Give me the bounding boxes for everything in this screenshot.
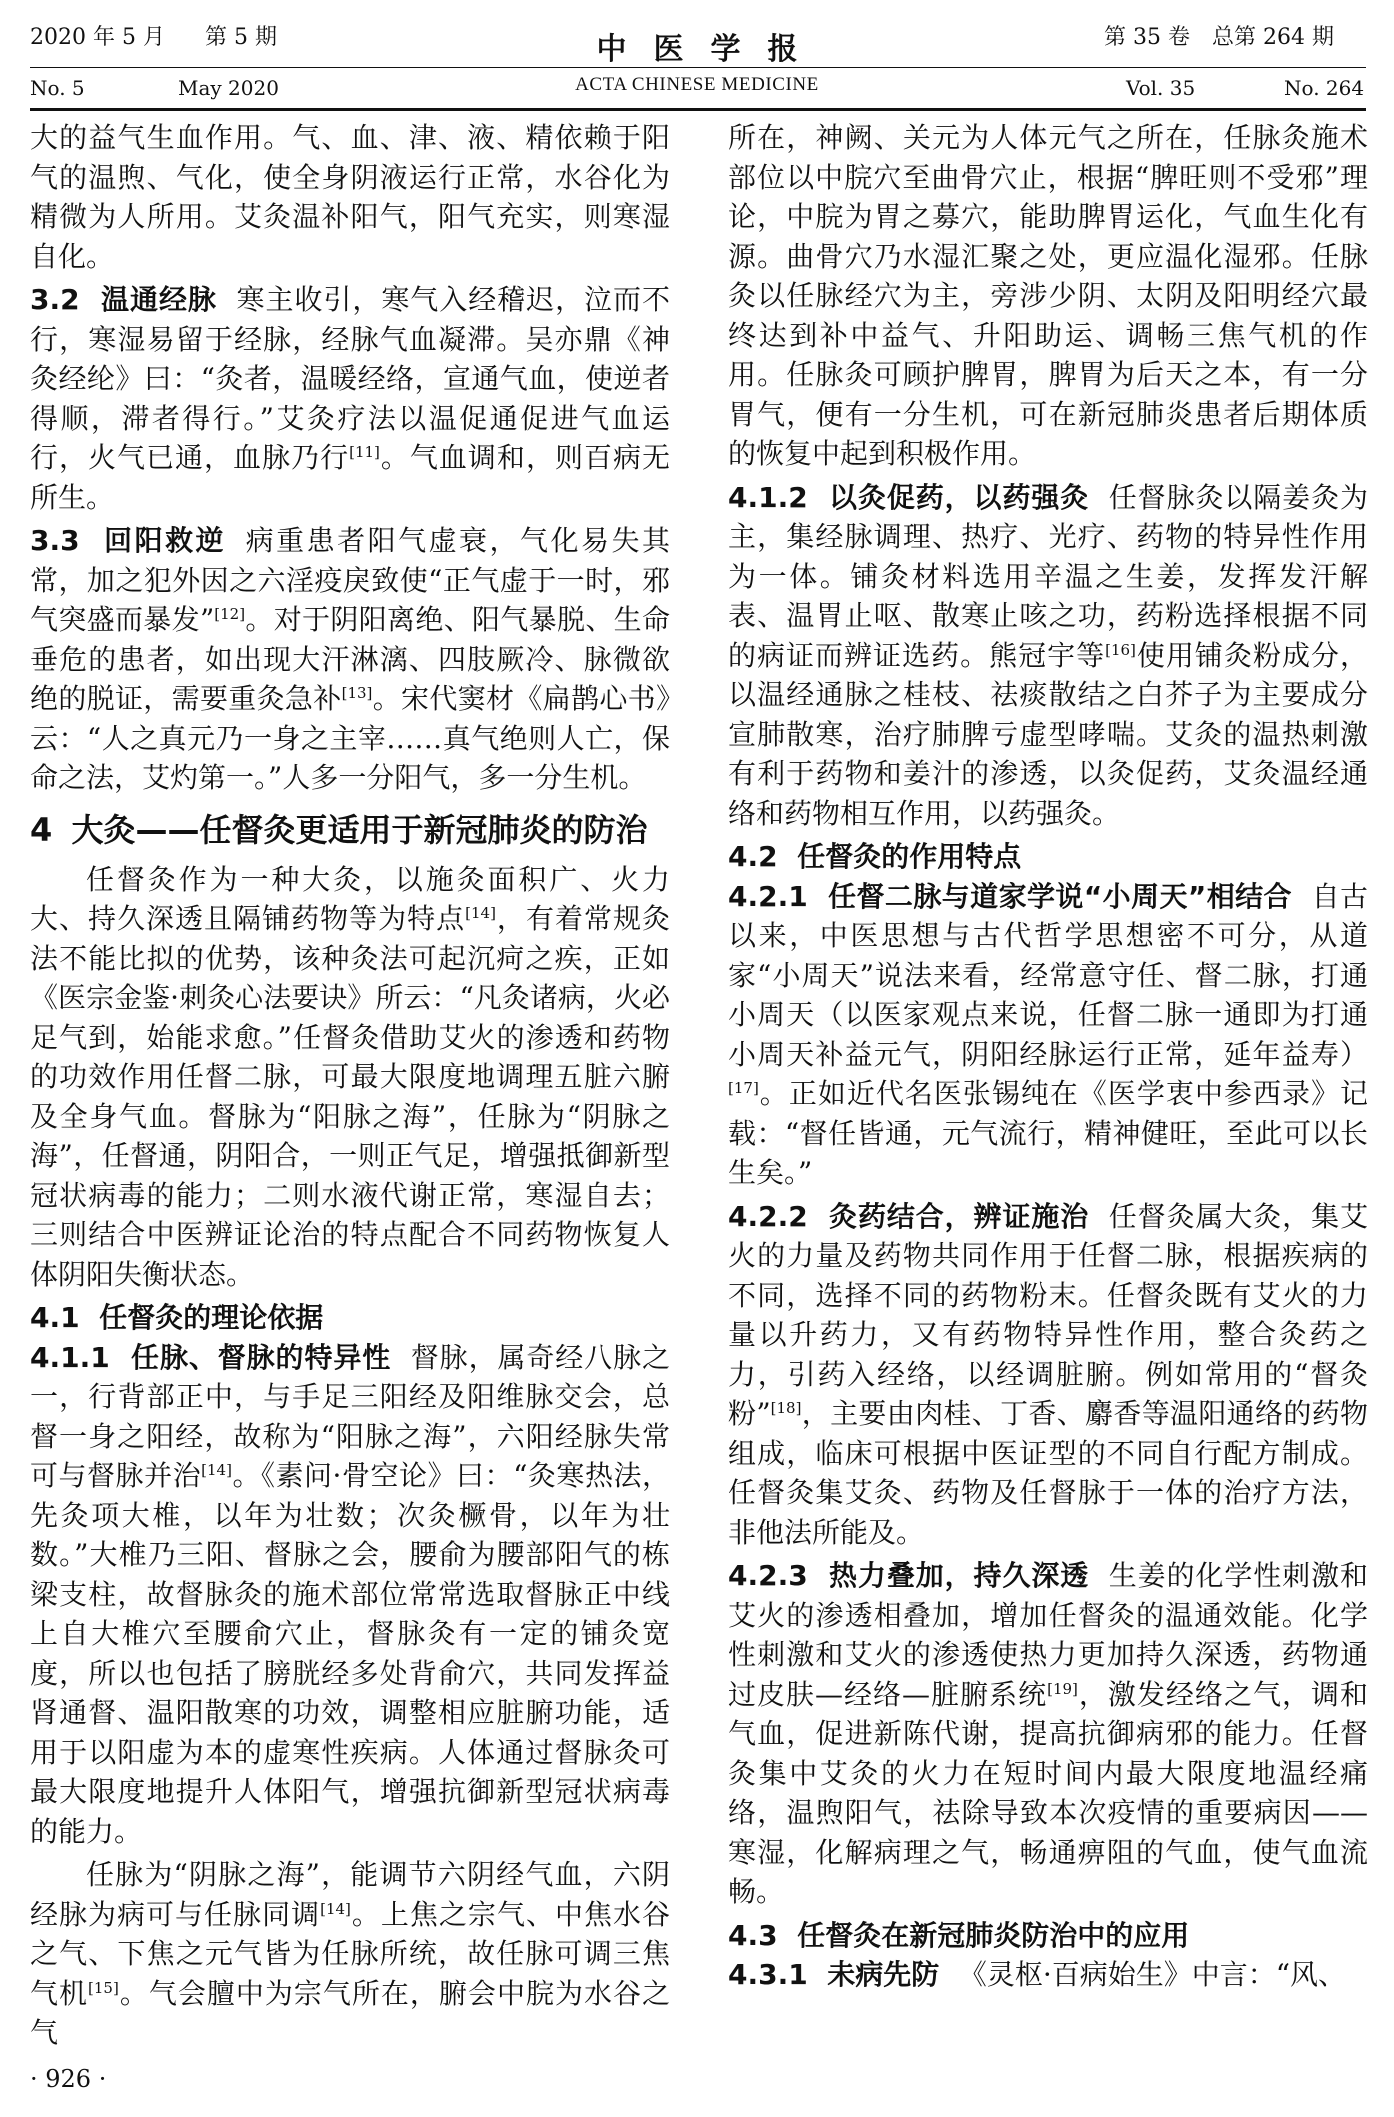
section-3-3: 3.3 回阳救逆 病重患者阳气虚衰，气化易失其常，加之犯外因之六淫疫戾致使“正气虚于一时，邪气突盛而暴发”[12]。对于阴阳离绝、阳气暴脱、生命垂危的患者，如出现大汗淋漓、四肢厥冷、脉微欲绝的脱证，需要重灸急补[13]。宋代窦材《扁鹊心书》云：“人之真元乃一身之主宰……真气绝则人亡，保命之法，艾灼第一。”人多一分阳气，多一分生机。 [30, 524, 670, 794]
section-4-2-heading: 4.2 任督灸的作用特点 [728, 840, 1022, 873]
paragraph: 任脉为“阴脉之海”，能调节六阴经气血，六阴经脉为病可与任脉同调[14]。上焦之宗气、中焦水谷之气、下焦之元气皆为任脉所统，故任脉可调三焦气机[15]。气会膻中为宗气所在，腑会中脘为水谷之气 [30, 1858, 670, 2048]
citation: [16] [1105, 640, 1136, 659]
section-heading: 3.3 回阳救逆 [30, 524, 227, 557]
paragraph: 所在，神阙、关元为人体元气之所在，任脉灸施术部位以中脘穴至曲骨穴止，根据“脾旺则不受邪”理论，中脘为胃之募穴，能助脾胃运化，气血生化有源。曲骨穴乃水湿汇聚之处，更应温化湿邪。任脉灸以任脉经穴为主，旁涉少阴、太阴及阳明经穴最终达到补中益气、升阳助运、调畅三焦气机的作用。任脉灸可顾护脾胃，脾胃为后天之本，有一分胃气，便有一分生机，可在新冠肺炎患者后期体质的恢复中起到积极作用。 [728, 121, 1368, 470]
header-rule-thick [30, 108, 1366, 111]
header-date-cn: 2020 年 5 月 [30, 25, 165, 50]
section-heading: 4.2.2 灸药结合，辨证施治 [728, 1199, 1090, 1233]
paragraph: 任督灸作为一种大灸，以施灸面积广、火力大、持久深透且隔铺药物等为特点[14]，有着常规灸法不能比拟的优势，该种灸法可起沉疴之疾，正如《医宗金鉴·刺灸心法要诀》所云：“凡灸诸病，火必足气到，始能求愈。”任督灸借助艾火的渗透和药物的功效作用任督二脉，可最大限度地调理五脏六腑及全身气血。督脉为“阳脉之海”，任脉为“阴脉之海”，任督通，阴阳合，一则正气足，增强抵御新型冠状病毒的能力；二则水液代谢正常，寒湿自去；三则结合中医辨证论治的特点配合不同药物恢复人体阴阳失衡状态。 [30, 862, 670, 1291]
right-column [728, 118, 1368, 2043]
citation: [17] [728, 1079, 759, 1097]
section-4-1-1: 4.1.1 任脉、督脉的特异性 督脉，属奇经八脉之一，行背部正中，与手足三阳经及阳维脉交会，总督一身之阳经，故称为“阳脉之海”，六阳经脉失常可与督脉并治[14]。《素问·骨空论》曰：“灸寒热法，先灸项大椎，以年为壮数；次灸橛骨，以年为壮数。”大椎乃三阳、督脉之会，腰俞为腰部阳气的栋梁支柱，故督脉灸的施术部位常常选取督脉正中线上自大椎穴至腰俞穴止，督脉灸有一定的铺灸宽度，所以也包括了膀胱经多处背俞穴，共同发挥益肾通督、温阳散寒的功效，调整相应脏腑功能，适用于以阳虚为本的虚寒性疾病。人体通过督脉灸可最大限度地提升人体阳气，增强抗御新型冠状病毒的能力。 [30, 1340, 670, 1848]
header-volume-cn: 第 35 卷 [1104, 25, 1190, 50]
citation: [14] [201, 1461, 232, 1479]
header-issue-en: No. 5 [30, 76, 85, 100]
header-journal-title-en: ACTA CHINESE MEDICINE [575, 74, 819, 95]
header-journal-title-cn: 中医学报 [596, 32, 825, 67]
page-number: · 926 · [30, 2065, 107, 2093]
header-issue-cn: 第 5 期 [205, 25, 277, 50]
section-heading: 4.2.3 热力叠加，持久深透 [728, 1559, 1090, 1592]
header-volume-en: Vol. 35 [1126, 76, 1196, 100]
citation: [19] [1047, 1679, 1078, 1698]
header-date-en: May 2020 [178, 76, 279, 100]
section-4-2-1: 4.2.1 任督二脉与道家学说“小周天”相结合 自古以来，中医思想与古代哲学思想密不可分，从道家“小周天”说法来看，经常意守任、督二脉，打通小周天（以医家观点来说，任督二脉一通即为打通小周天补益元气，阴阳经脉运行正常，延年益寿）[17]。正如近代名医张锡纯在《医学衷中参西录》记载：“督任皆通，元气流行，精神健旺，至此可以长生矣。” [728, 879, 1368, 1189]
section-heading: 4.1.2 以灸促药，以药强灸 [728, 480, 1090, 514]
section-heading: 4.2.1 任督二脉与道家学说“小周天”相结合 [728, 879, 1292, 913]
header-rule-thin [30, 67, 1366, 68]
section-4-3-1: 4.3.1 未病先防 《灵枢·百病始生》中言：“风、 [728, 1958, 1347, 1991]
section-3-2: 3.2 温通经脉 寒主收引，寒气入经稽迟，泣而不行，寒湿易留于经脉，经脉气血凝滞。吴亦鼎《神灸经纶》曰：“灸者，温暖经络，宣通气血，使逆者得顺，滞者得行。”艾灸疗法以温促通促进气血运行，火气已通，血脉乃行[11]。气血调和，则百病无所生。 [30, 283, 670, 514]
section-heading: 4.1.1 任脉、督脉的特异性 [30, 1340, 392, 1374]
section-4-1-heading: 4.1 任督灸的理论依据 [30, 1301, 324, 1334]
section-heading: 3.2 温通经脉 [30, 283, 217, 316]
citation: [14] [465, 904, 496, 922]
citation: [14] [320, 1899, 351, 1918]
section-4-2-3: 4.2.3 热力叠加，持久深透 生姜的化学性刺激和艾火的渗透相叠加，增加任督灸的温通效能。化学性刺激和艾火的渗透使热力更加持久深透，药物通过皮肤—经络—脏腑系统[19]，激发经络之气，调和气血，促进新陈代谢，提高抗御病邪的能力。任督灸集中艾灸的火力在短时间内最大限度地温经痛络，温煦阳气，祛除导致本次疫情的重要病因——寒湿，化解病理之气，畅通痹阻的气血，使气血流畅。 [728, 1559, 1368, 1908]
section-4-heading: 4 大灸——任督灸更适用于新冠肺炎的防治 [30, 810, 648, 849]
citation: [18] [770, 1399, 802, 1417]
header-total-issue-cn: 总第 264 期 [1212, 25, 1334, 50]
citation: [12] [214, 605, 246, 623]
section-4-1-2: 4.1.2 以灸促药，以药强灸 任督脉灸以隔姜灸为主，集经脉调理、热疗、光疗、药物的特异性作用为一体。铺灸材料选用辛温之生姜，发挥发汗解表、温胃止呕、散寒止咳之功，药粉选择根据不同的病证而辨证选药。熊冠宇等[16]使用铺灸粉成分，以温经通脉之桂枝、祛痰散结之白芥子为主要成分宣肺散寒，治疗肺脾亏虚型哮喘。艾灸的温热刺激有利于药物和姜汁的渗透，以灸促药，艾灸温经通络和药物相互作用，以药强灸。 [728, 480, 1368, 830]
citation: [13] [341, 684, 373, 702]
section-4-2-2: 4.2.2 灸药结合，辨证施治 任督灸属大灸，集艾火的力量及药物共同作用于任督二脉，根据疾病的不同，选择不同的药物粉末。任督灸既有艾火的力量以升药力，又有药物特异性作用，整合灸药之力，引药入经络，以经调脏腑。例如常用的“督灸粉”[18]，主要由肉桂、丁香、麝香等温阳通络的药物组成，临床可根据中医证型的不同自行配方制成。任督灸集艾灸、药物及任督脉于一体的治疗方法，非他法所能及。 [728, 1199, 1368, 1549]
section-heading: 4.3.1 未病先防 [728, 1958, 940, 1991]
citation: [15] [88, 1978, 119, 1997]
citation: [11] [349, 443, 380, 461]
left-column [30, 118, 670, 2048]
header-total-issue-en: No. 264 [1284, 76, 1365, 100]
paragraph: 大的益气生血作用。气、血、津、液、精依赖于阳气的温煦、气化，使全身阴液运行正常，水谷化为精微为人所用。艾灸温补阳气，阳气充实，则寒湿自化。 [30, 121, 670, 273]
section-4-3-heading: 4.3 任督灸在新冠肺炎防治中的应用 [728, 1918, 1190, 1952]
